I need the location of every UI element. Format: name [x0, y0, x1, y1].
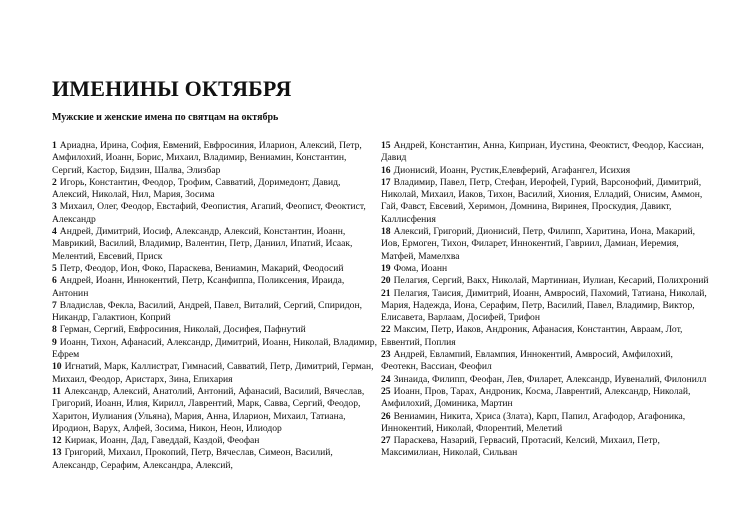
names-list: Зинаида, Филипп, Феофан, Лев, Филарет, Александр, Иувеналий, Филонилл	[393, 373, 707, 385]
name-day-entry	[52, 435, 378, 447]
day-number: 6	[52, 275, 57, 287]
day-number: 19	[381, 262, 391, 274]
names-list: Игорь, Константин, Феодор, Трофим, Савватий, Доримедонт, Давид, Алексий, Николай, Нил, Мария, Зосима	[52, 176, 341, 201]
name-day-entry	[381, 177, 711, 226]
name-day-entry	[52, 447, 378, 472]
day-number: 1	[52, 140, 57, 151]
names-list: Пелагия, Таисия, Димитрий, Иоанн, Амвросий, Пахомий, Татиана, Николай, Мария, Надежда, Иона, Серафим, Петр, Василий, Павел, Владимир, Виктор, Елисавета, Варлаам, Досифей, Трифон	[381, 287, 707, 324]
names-list: Пелагия, Сергий, Вакх, Николай, Мартиниан, Иулиан, Кесарий, Полихроний	[393, 275, 709, 287]
day-number: 2	[52, 176, 57, 188]
name-day-entry	[52, 226, 378, 263]
name-day-entry	[52, 386, 378, 435]
name-day-entry	[381, 324, 711, 349]
day-number: 4	[52, 226, 57, 238]
name-day-entry	[381, 165, 711, 177]
names-list: Владимир, Павел, Петр, Стефан, Иерофей, Гурий, Варсонофий, Димитрий, Николай, Михаил, Иаков, Тихон, Василий, Хиония, Елладий, Онисим, Аммон, Гай, Фавст, Евсевий, Херимон, Домнина, Виринея, Проскудия, Давикт, Каллисфения	[381, 176, 703, 225]
name-day-entry	[52, 361, 378, 386]
day-number: 20	[381, 275, 391, 287]
names-list: Алексий, Григорий, Дионисий, Петр, Филипп, Харитина, Иона, Макарий, Иов, Ермоген, Тихон, Филарет, Иннокентий, Гавриил, Дамиан, Иеремия, Матфей, Мамелхва	[381, 226, 695, 262]
names-list: Александр, Алексий, Анатолий, Антоний, Афанасий, Василий, Вячеслав, Григорий, Иоанн, Илия, Кирилл, Лаврентий, Марк, Савва, Сергий, Феодор, Харитон, Иулиания (Ульяна), Мария, Анна, Иларион, Михаил, Татиана, Иродион, Варух, Алфей, Зосима, Никон, Неон, Илиодор	[52, 385, 365, 434]
names-list: Вениамин, Никита, Хриса (Злата), Карп, Папил, Агафодор, Агафоника, Иннокентий, Николай, Флорентий, Мелетий	[381, 410, 686, 434]
name-day-entry	[52, 201, 378, 226]
name-day-entry	[52, 275, 378, 300]
names-list: Владислав, Фекла, Василий, Андрей, Павел, Виталий, Сергий, Спиридон, Никандр, Галактион, Коприй	[52, 299, 362, 324]
name-day-entry	[52, 140, 378, 177]
day-number: 8	[52, 324, 57, 336]
name-day-entry	[381, 411, 711, 436]
day-number: 15	[381, 140, 391, 151]
day-number: 13	[52, 447, 62, 459]
page-title: ИМЕНИНЫ ОКТЯБРЯ	[52, 76, 292, 101]
name-day-entry	[381, 386, 711, 411]
day-number: 5	[52, 262, 57, 274]
day-number: 25	[381, 385, 391, 397]
name-day-entry	[381, 288, 711, 325]
names-list: Ариадна, Ирина, София, Евмений, Евфросиния, Иларион, Алексий, Петр, Амфилохий, Иоанн, Борис, Михаил, Владимир, Вениамин, Константин, Сергий, Кастор, Бидзин, Шалва, Элизбар	[52, 140, 362, 176]
day-number: 22	[381, 324, 391, 336]
names-list: Герман, Сергий, Евфросиния, Николай, Досифея, Пафнутий	[59, 324, 306, 336]
day-number: 12	[52, 435, 62, 447]
name-day-entry	[381, 374, 711, 386]
right-column	[381, 140, 711, 460]
day-number: 3	[52, 201, 57, 213]
name-day-entry	[52, 177, 378, 202]
left-column	[52, 140, 378, 472]
names-list: Игнатий, Марк, Каллистрат, Гимнасий, Савватий, Петр, Димитрий, Герман, Михаил, Феодор, Аристарх, Зина, Епихария	[52, 361, 374, 385]
names-list: Андрей, Иоанн, Иннокентий, Петр, Ксанфиппа, Поликсения, Ираида, Антонин	[52, 275, 345, 299]
page-subtitle: Мужские и женские имена по святцам на октябрь	[52, 112, 279, 123]
names-list: Кириак, Иоанн, Дад, Гаведдай, Каздой, Феофан	[64, 435, 260, 447]
names-list: Иоанн, Тихон, Афанасий, Александр, Димитрий, Иоанн, Николай, Владимир, Ефрем	[52, 336, 377, 361]
name-day-entry	[52, 300, 378, 325]
names-list: Андрей, Евлампий, Евлампия, Иннокентий, Амвросий, Амфилохий, Феотекн, Вассиан, Феофил	[381, 349, 673, 373]
day-number: 24	[381, 373, 391, 385]
name-day-entry	[381, 435, 711, 460]
names-list: Андрей, Димитрий, Иосиф, Александр, Алексий, Константин, Иоанн, Маврикий, Василий, Владимир, Валентин, Петр, Даниил, Ипатий, Исаак, Мелентий, Евсевий, Приск	[52, 226, 353, 262]
name-day-entry	[52, 337, 378, 362]
name-day-entry	[381, 226, 711, 263]
day-number: 26	[381, 410, 391, 422]
names-list: Михаил, Олег, Феодор, Евстафий, Феопистия, Агапий, Феопист, Феоктист, Александр	[52, 201, 366, 225]
name-day-entry	[381, 349, 711, 374]
name-day-entry	[52, 263, 378, 275]
day-number: 10	[52, 361, 62, 373]
name-day-entry	[381, 275, 711, 287]
names-list: Параскева, Назарий, Гервасий, Протасий, Келсий, Михаил, Петр, Максимилиан, Николай, Сильван	[381, 435, 660, 459]
name-day-entry	[52, 324, 378, 336]
name-day-entry	[381, 140, 711, 165]
names-list: Максим, Петр, Иаков, Андроник, Афанасия, Константин, Авраам, Лот, Еввентий, Поплия	[381, 324, 683, 348]
name-day-entry	[381, 263, 711, 275]
names-list: Дионисий, Иоанн, Рустик,Елевферий, Агафангел, Исихия	[393, 164, 631, 176]
names-list: Андрей, Константин, Анна, Киприан, Иустина, Феоктист, Феодор, Кассиан, Давид	[381, 140, 704, 164]
day-number: 18	[381, 226, 391, 238]
day-number: 17	[381, 176, 391, 188]
day-number: 16	[381, 164, 391, 176]
day-number: 23	[381, 349, 391, 361]
day-number: 7	[52, 299, 57, 311]
names-list: Петр, Феодор, Ион, Фоко, Параскева, Вениамин, Макарий, Феодосий	[59, 262, 344, 274]
day-number: 9	[52, 336, 57, 348]
names-list: Фома, Иоанн	[393, 262, 448, 274]
day-number: 21	[381, 287, 391, 299]
names-list: Иоанн, Пров, Тарах, Андроник, Косма, Лаврентий, Александр, Николай, Амфилохий, Доминика, Мартин	[381, 385, 691, 410]
day-number: 11	[52, 385, 62, 397]
day-number: 27	[381, 435, 391, 447]
names-list: Григорий, Михаил, Прокопий, Петр, Вячеслав, Симеон, Василий, Александр, Серафим, Александра, Алексий,	[52, 447, 333, 471]
